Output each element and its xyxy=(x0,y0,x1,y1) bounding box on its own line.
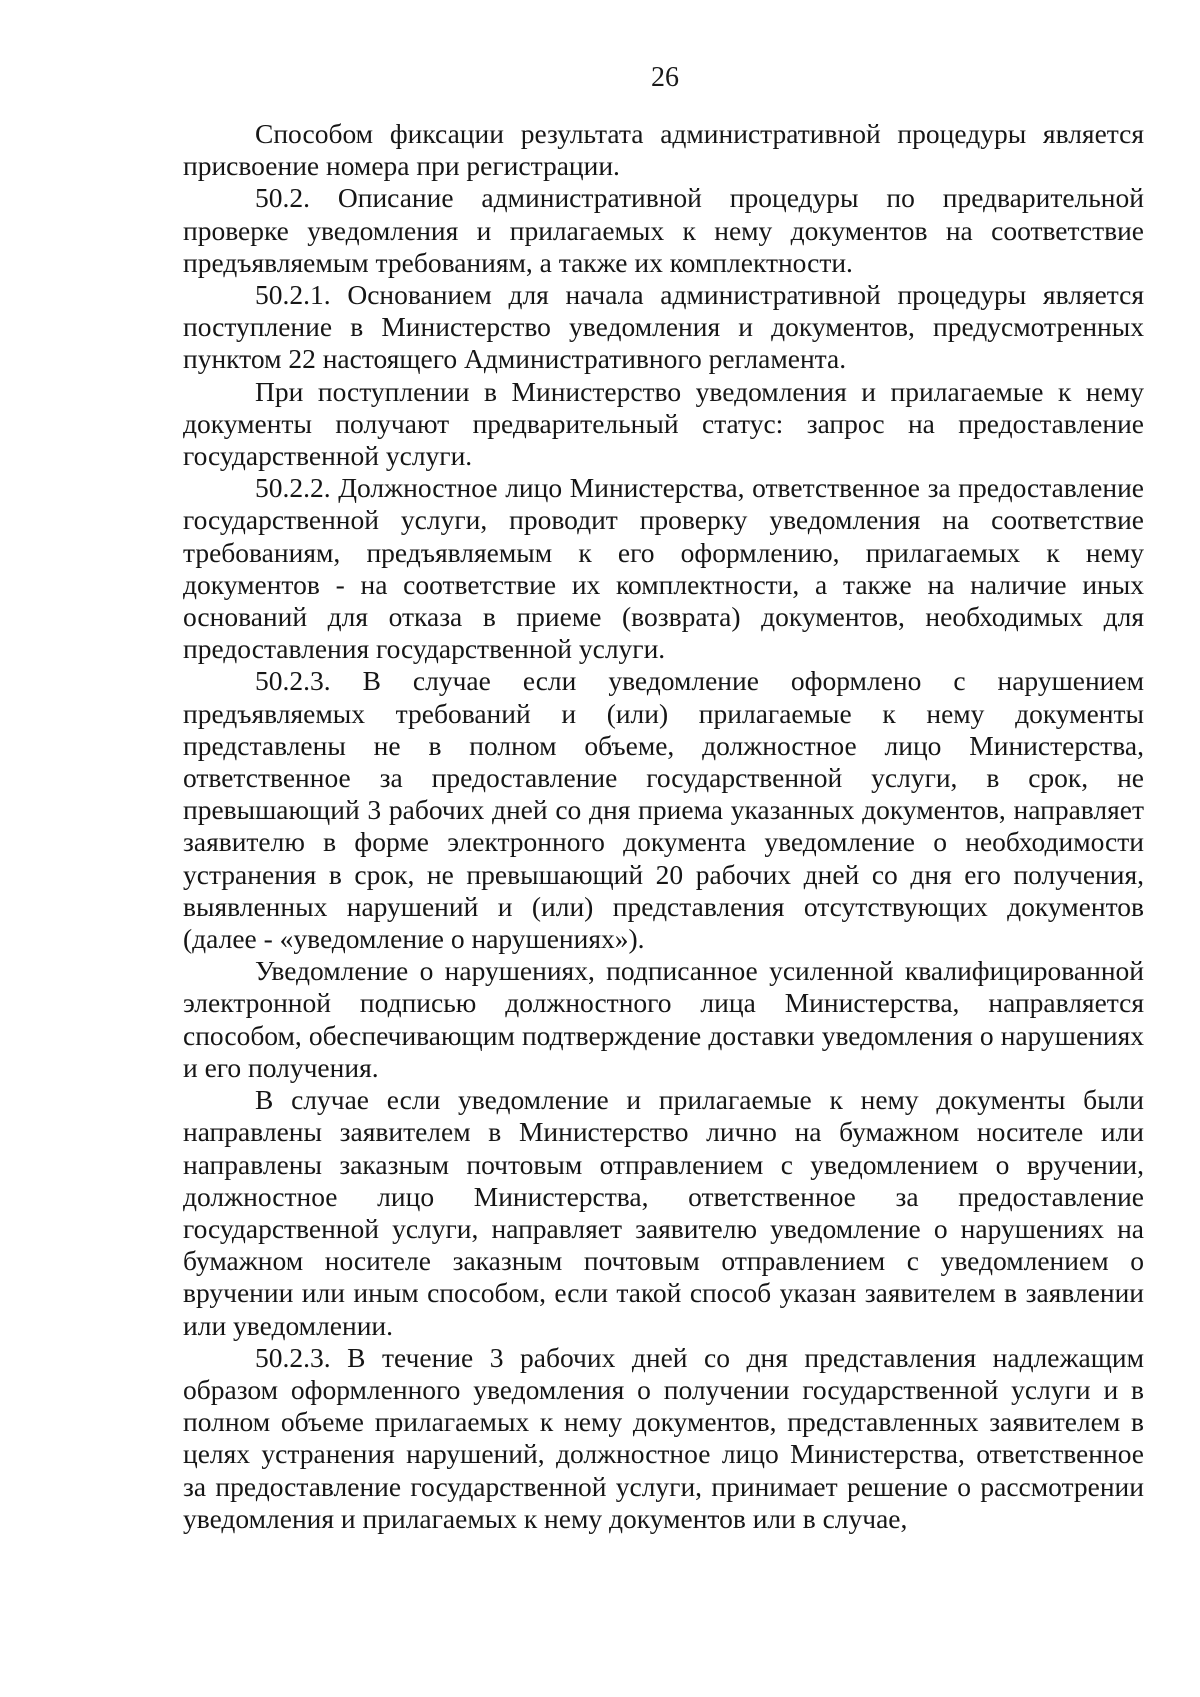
paragraph-result-fixation: Способом фиксации результата административной процедуры является присвоение номера при регистрации. xyxy=(183,118,1144,182)
paragraph-50-2-3-review: 50.2.3. В течение 3 рабочих дней со дня представления надлежащим образом оформленного уведомления о получении государственной услуги и в полном объеме прилагаемых к нему документов, представленных заявителем в целях устранения нарушений, должностное лицо Министерства, ответственное за предоставление государственной услуги, принимает решение о рассмотрении уведомления и прилагаемых к нему документов или в случае, xyxy=(183,1341,1144,1534)
paragraph-50-2: 50.2. Описание административной процедуры по предварительной проверке уведомления и прилагаемых к нему документов на соответствие предъявляемым требованиям, а также их комплектности. xyxy=(183,182,1144,278)
paragraph-50-2-3-violations: 50.2.3. В случае если уведомление оформлено с нарушением предъявляемых требований и (или) прилагаемые к нему документы представлены не в полном объеме, должностное лицо Министерства, ответственное за предоставление государственной услуги, в срок, не превышающий 3 рабочих дней со дня приема указанных документов, направляет заявителю в форме электронного документа уведомление о необходимости устранения в срок, не превышающий 20 рабочих дней со дня его получения, выявленных нарушений и (или) представления отсутствующих документов (далее - «уведомление о нарушениях»). xyxy=(183,665,1144,955)
document-body xyxy=(183,118,1144,1535)
paragraph-paper-submission: В случае если уведомление и прилагаемые к нему документы были направлены заявителем в Министерство лично на бумажном носителе или направлены заказным почтовым отправлением с уведомлением о вручении, должностное лицо Министерства, ответственное за предоставление государственной услуги, направляет заявителю уведомление о нарушениях на бумажном носителе заказным почтовым отправлением с уведомлением о вручении или иным способом, если такой способ указан заявителем в заявлении или уведомлении. xyxy=(183,1084,1144,1341)
paragraph-preliminary-status: При поступлении в Министерство уведомления и прилагаемые к нему документы получают предварительный статус: запрос на предоставление государственной услуги. xyxy=(183,375,1144,472)
paragraph-50-2-1: 50.2.1. Основанием для начала административной процедуры является поступление в Министерство уведомления и документов, предусмотренных пунктом 22 настоящего Административного регламента. xyxy=(183,279,1144,375)
paragraph-50-2-2: 50.2.2. Должностное лицо Министерства, ответственное за предоставление государственной услуги, проводит проверку уведомления на соответствие требованиям, предъявляемым к его оформлению, прилагаемых к нему документов - на соответствие их комплектности, а также на наличие иных оснований для отказа в приеме (возврата) документов, необходимых для предоставления государственной услуги. xyxy=(183,472,1144,665)
page-number: 26 xyxy=(651,62,679,93)
paragraph-violation-notice-signature: Уведомление о нарушениях, подписанное усиленной квалифицированной электронной подписью должностного лица Министерства, направляется способом, обеспечивающим подтверждение доставки уведомления о нарушениях и его получения. xyxy=(183,955,1144,1083)
